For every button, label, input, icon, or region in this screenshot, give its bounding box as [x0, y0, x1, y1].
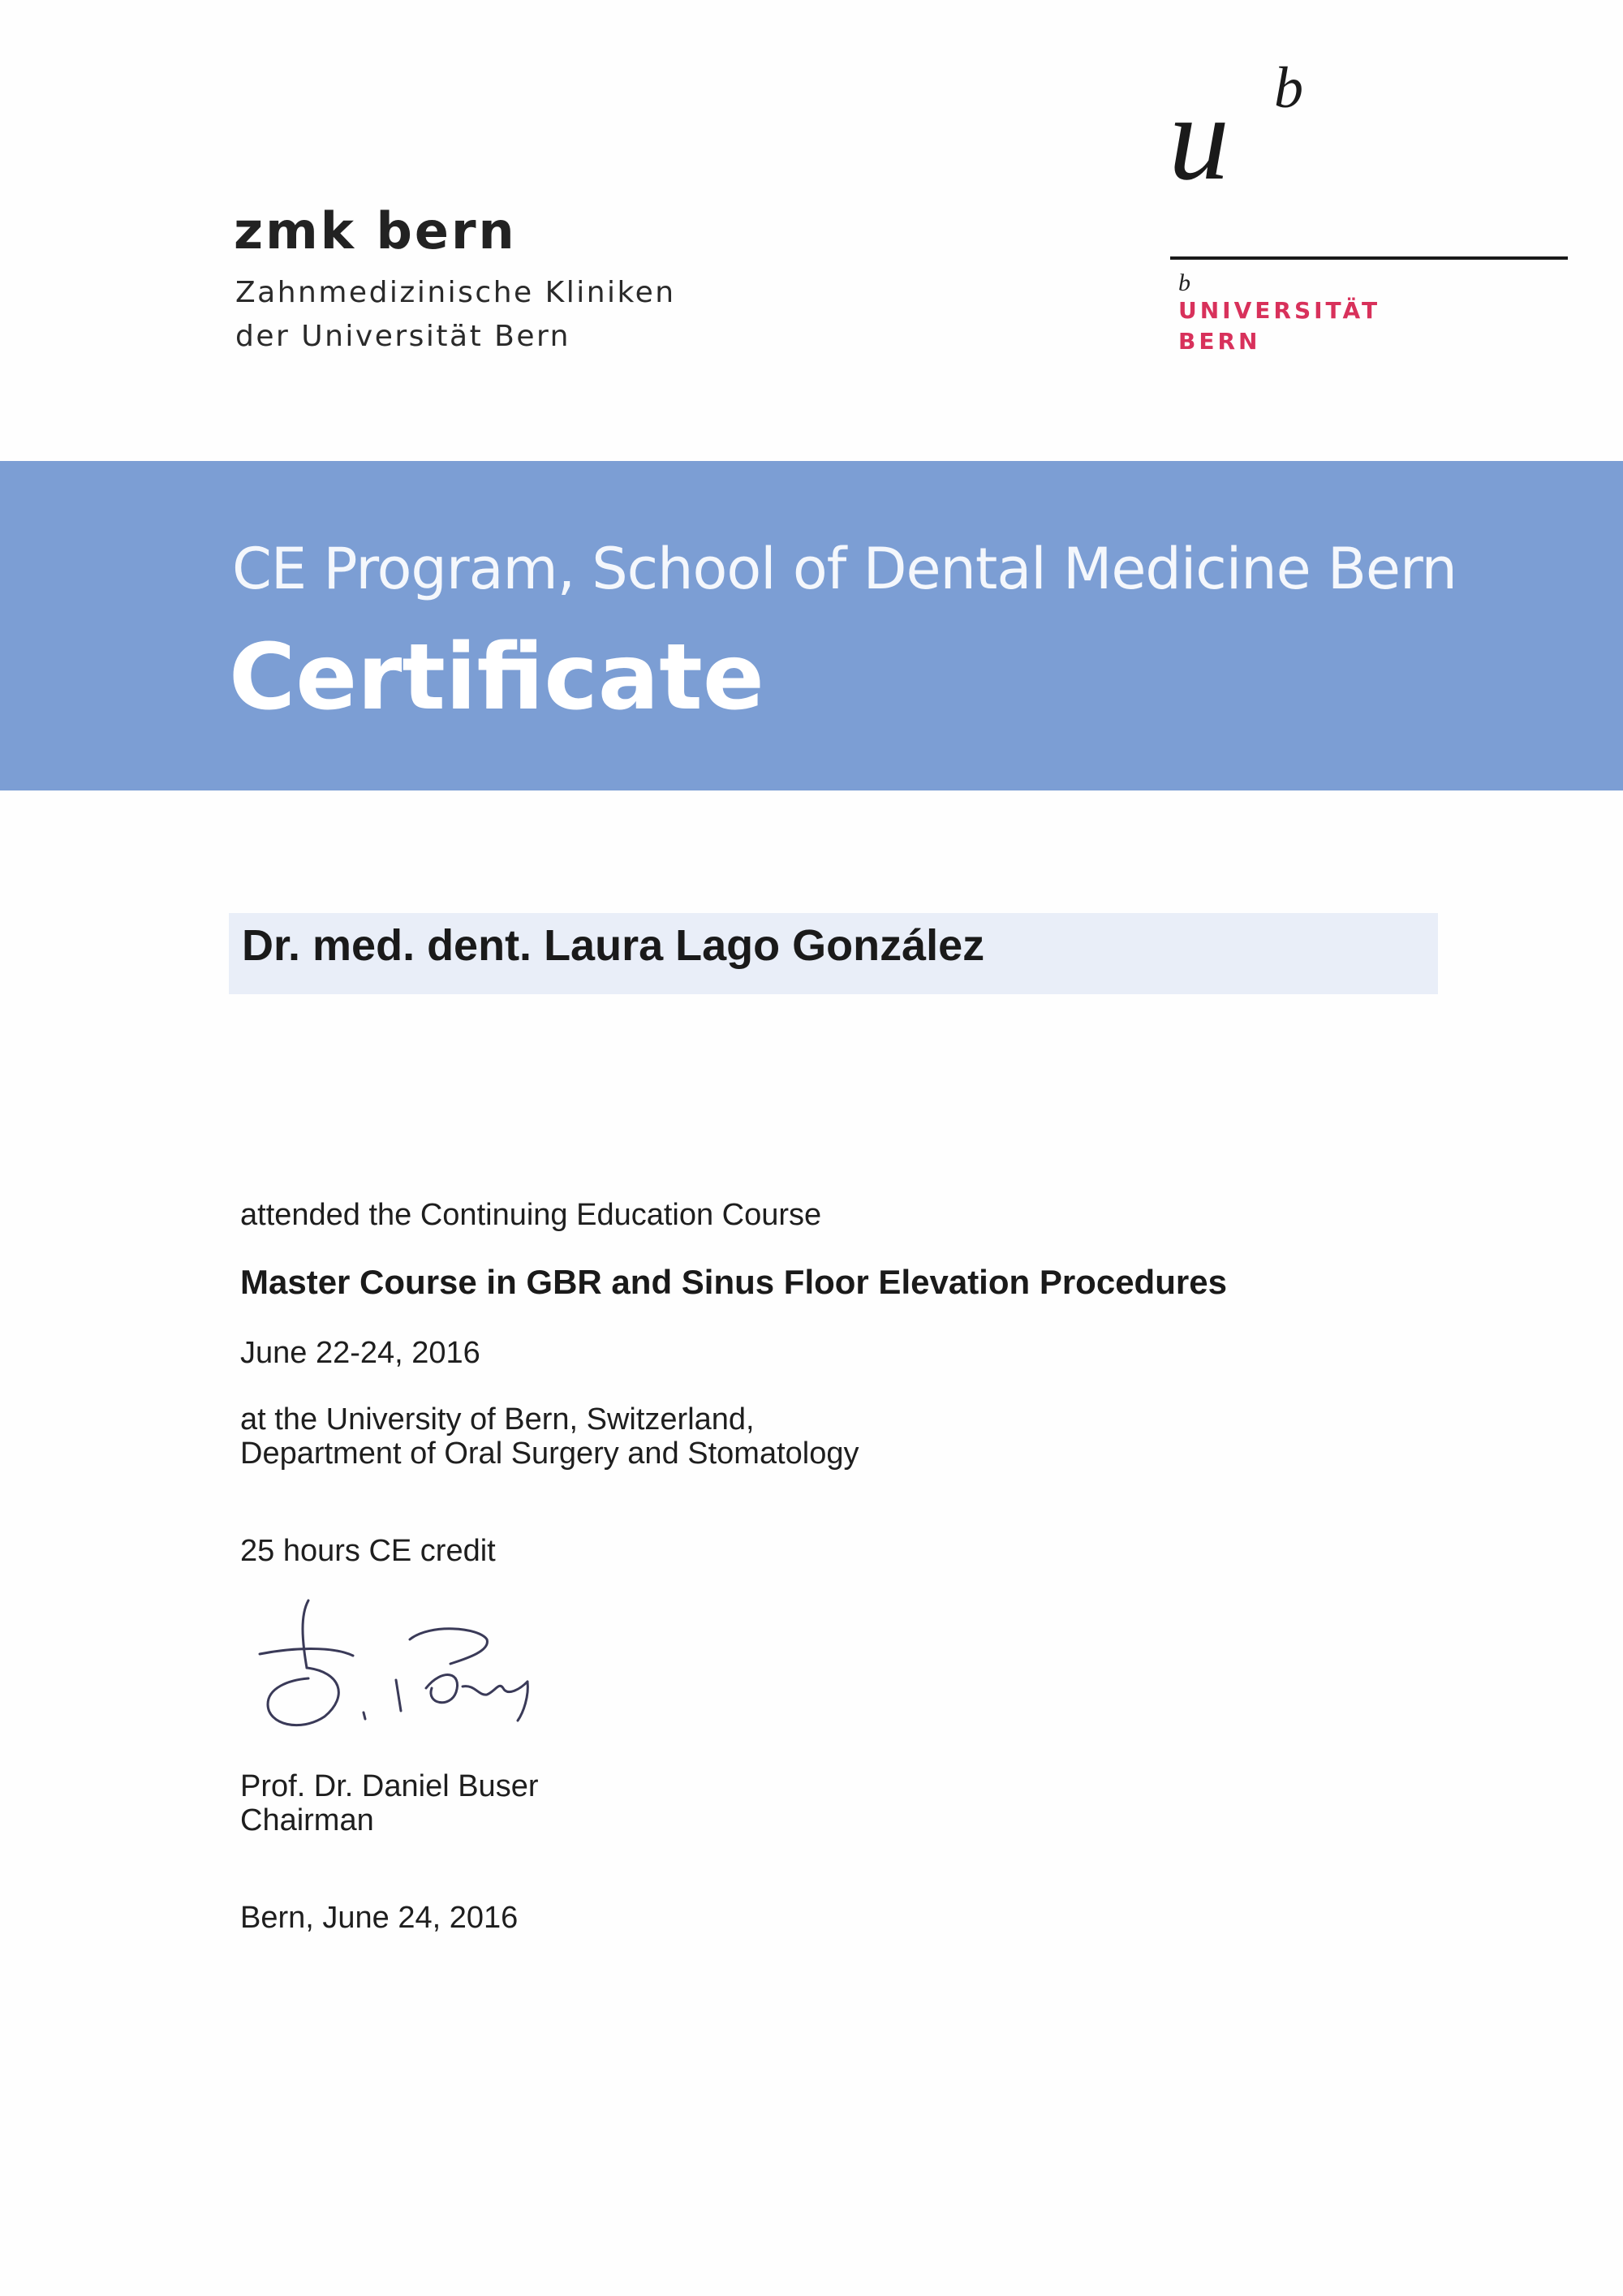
- course-intro-text: attended the Continuing Education Course: [240, 1198, 822, 1232]
- svg-text:u: u: [1169, 71, 1229, 187]
- university-logo: [1169, 57, 1347, 187]
- ce-credits: 25 hours CE credit: [240, 1534, 496, 1568]
- university-mark: b: [1178, 269, 1190, 296]
- program-subtitle: CE Program, School of Dental Medicine Bern: [232, 536, 1457, 602]
- signatory-role: Chairman: [240, 1803, 374, 1837]
- course-dates: June 22-24, 2016: [240, 1336, 480, 1370]
- org-short-name: zmk bern: [234, 201, 517, 261]
- signature: [243, 1591, 601, 1745]
- issue-place-date: Bern, June 24, 2016: [240, 1901, 519, 1935]
- logo-divider: [1170, 256, 1568, 260]
- org-name-line-1: Zahnmedizinische Kliniken: [235, 276, 676, 309]
- org-name-line-2: der Universität Bern: [235, 320, 570, 353]
- course-location-line-2: Department of Oral Surgery and Stomatology: [240, 1437, 859, 1471]
- university-name-line-2: BERN: [1178, 328, 1261, 355]
- recipient-name: Dr. med. dent. Laura Lago González: [242, 921, 985, 970]
- signatory-name: Prof. Dr. Daniel Buser: [240, 1769, 539, 1803]
- certificate-title: Certificate: [229, 625, 764, 730]
- university-name-line-1: UNIVERSITÄT: [1178, 297, 1381, 324]
- svg-text:b: b: [1274, 57, 1303, 120]
- course-location-line-1: at the University of Bern, Switzerland,: [240, 1402, 755, 1437]
- course-title: Master Course in GBR and Sinus Floor Elevation Procedures: [240, 1263, 1227, 1301]
